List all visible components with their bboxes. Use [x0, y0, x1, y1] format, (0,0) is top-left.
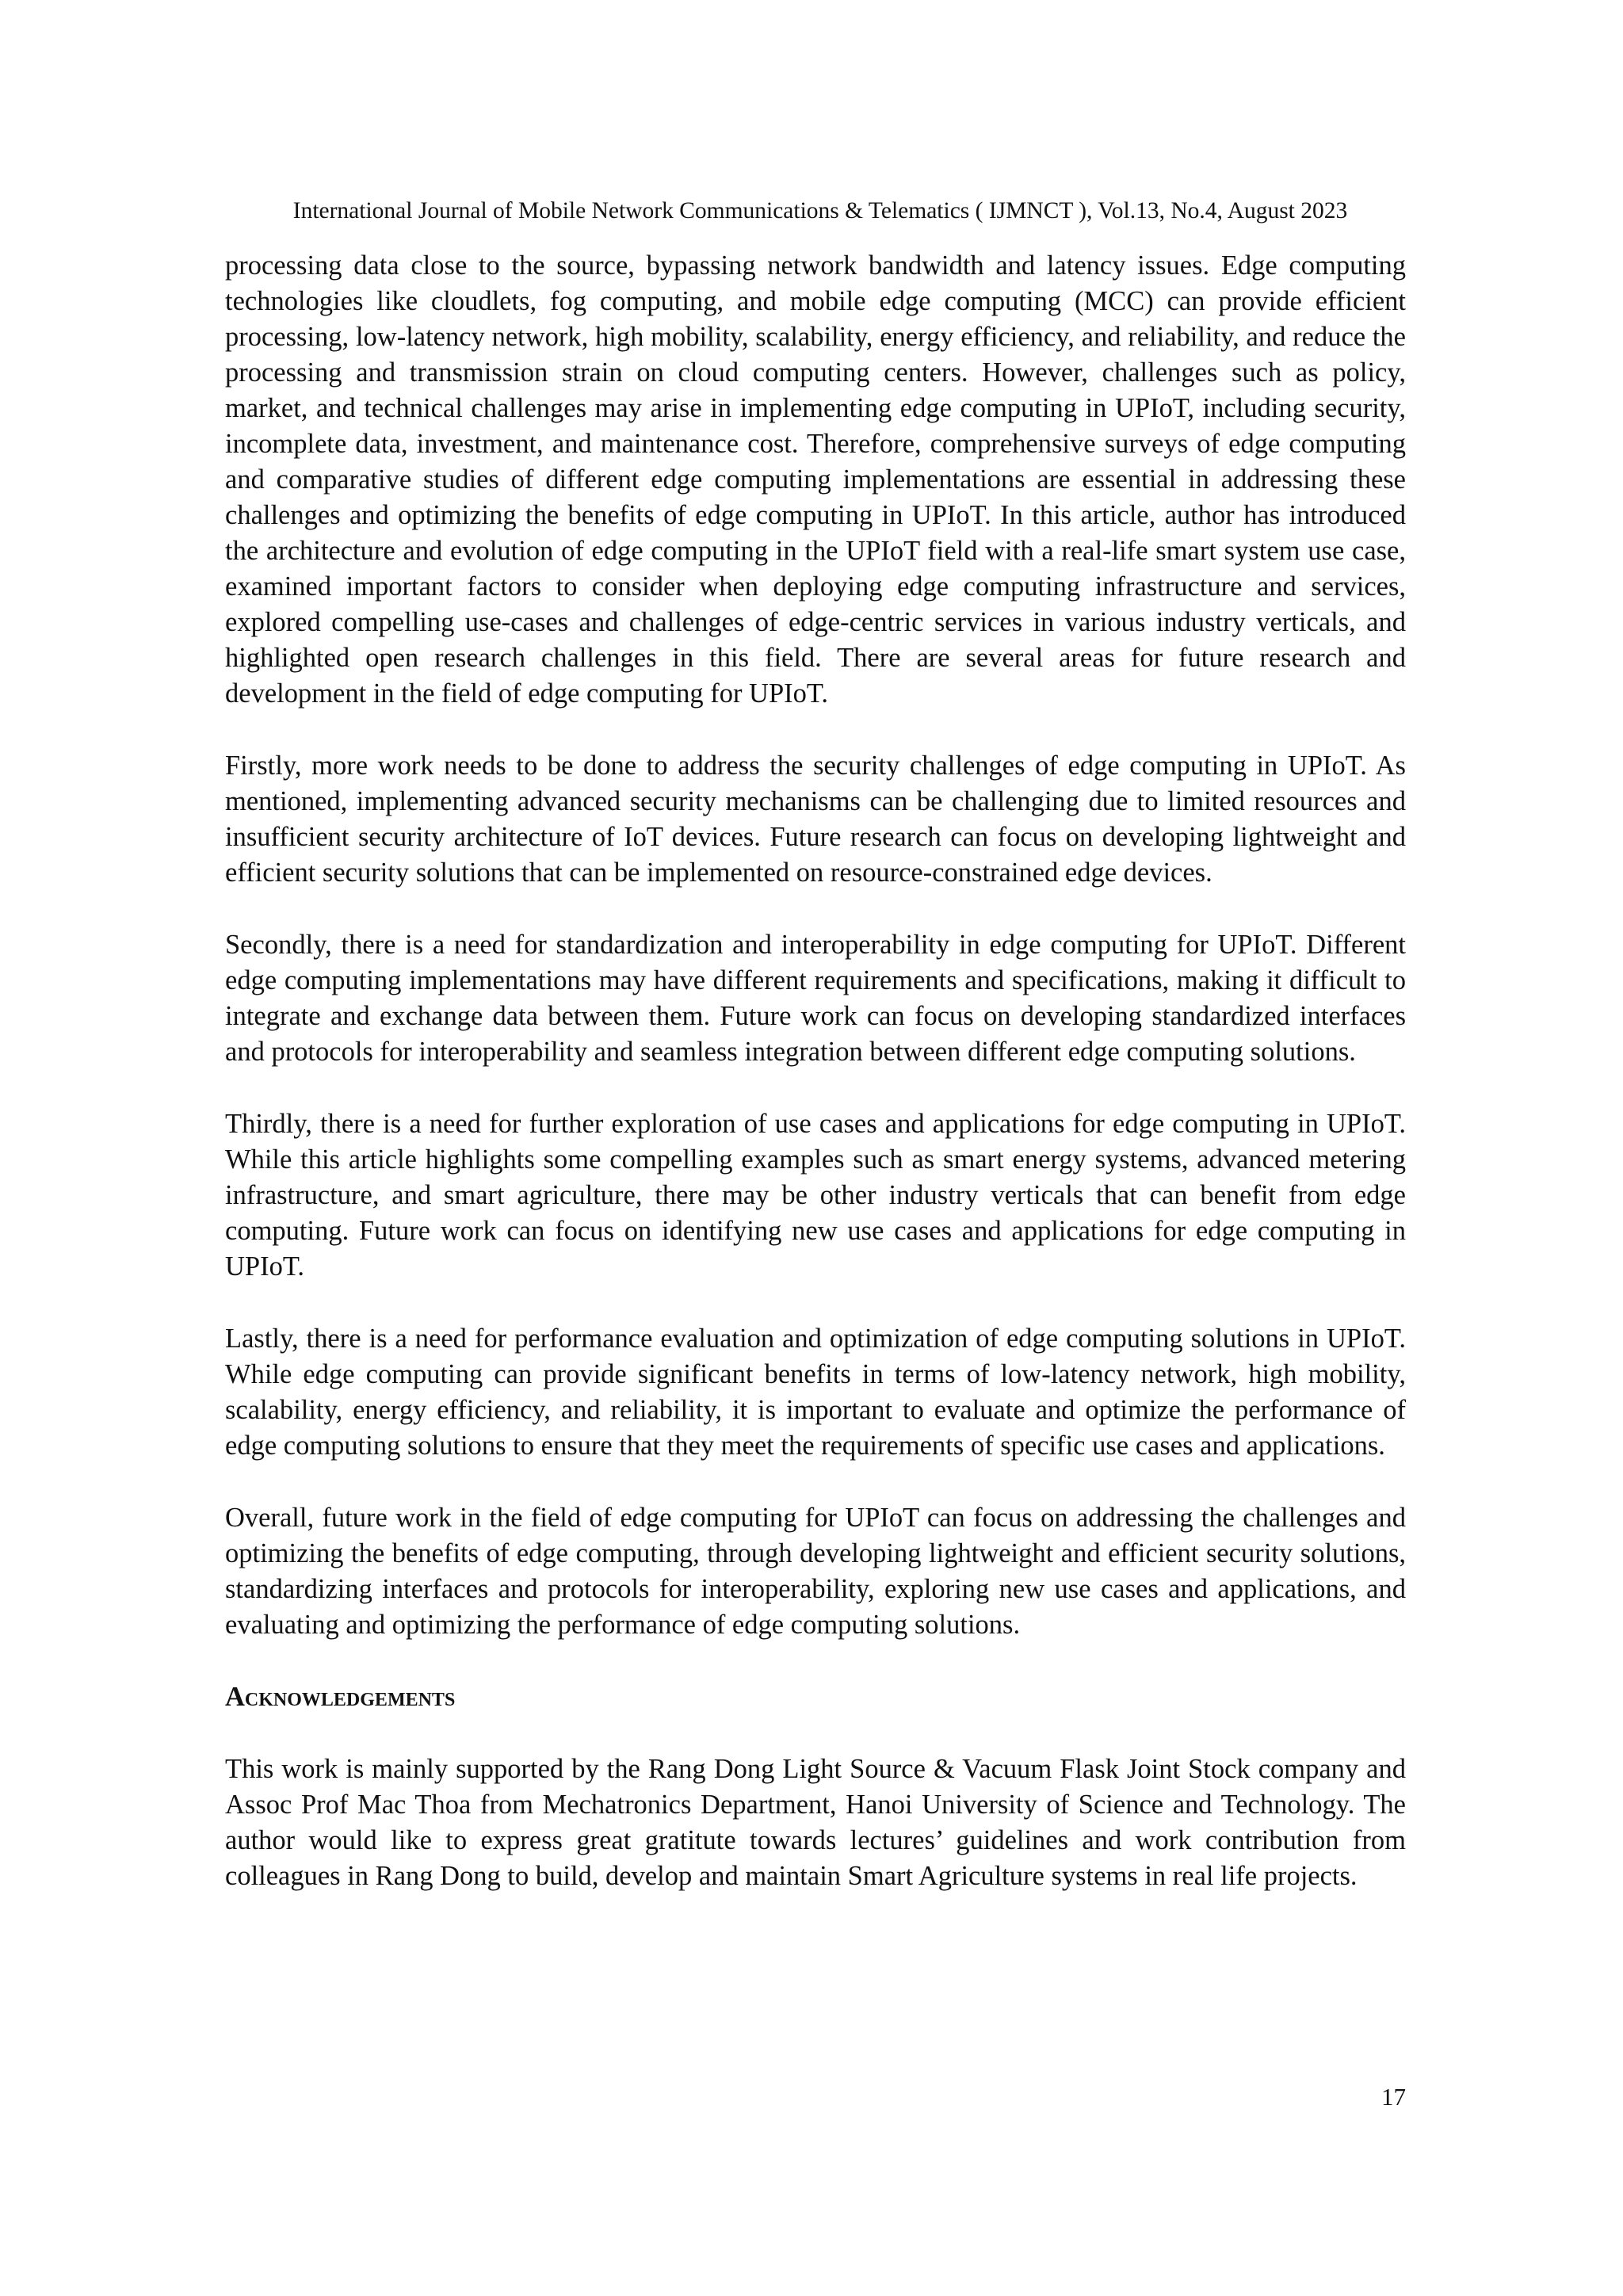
- acknowledgements-text: This work is mainly supported by the Rang Dong Light Source & Vacuum Flask Joint Stock company and Assoc Prof Mac Thoa from Mechatronics Department, Hanoi University of Science and Technology. The author would like to express great gratitute towards lectures’ guidelines and work contribution from colleagues in Rang Dong to build, develop and maintain Smart Agriculture systems in real life projects.: [225, 1754, 1406, 1891]
- paragraph-overall: Overall, future work in the field of edge computing for UPIoT can focus on addressing the challenges and optimizing the benefits of edge computing, through developing lightweight and efficient security solutions, standardizing interfaces and protocols for interoperability, exploring new use cases and applications, and evaluating and optimizing the performance of edge computing solutions.: [225, 1503, 1406, 1640]
- paragraph-security: Firstly, more work needs to be done to address the security challenges of edge computing in UPIoT. As mentioned, implementing advanced security mechanisms can be challenging due to limited resources and insufficient security architecture of IoT devices. Future research can focus on developing lightweight and efficient security solutions that can be implemented on resource-constrained edge devices.: [225, 751, 1406, 888]
- page-number: 17: [1381, 2083, 1406, 2111]
- paragraph-standardization: Secondly, there is a need for standardization and interoperability in edge computing for UPIoT. Different edge computing implementations may have different requirements and specifications, making it difficult to integrate and exchange data between them. Future work can focus on developing standardized interfaces and protocols for interoperability and seamless integration between different edge computing solutions.: [225, 930, 1406, 1067]
- main-body: [225, 248, 1406, 1931]
- running-header: International Journal of Mobile Network Communications & Telematics ( IJMNCT ), Vol.13, No.4, August 2023: [292, 198, 1348, 223]
- acknowledgements-heading: Acknowledgements: [225, 1682, 456, 1712]
- paragraph-performance: Lastly, there is a need for performance evaluation and optimization of edge computing solutions in UPIoT. While edge computing can provide significant benefits in terms of low-latency network, high mobility, scalability, energy efficiency, and reliability, it is important to evaluate and optimize the performance of edge computing solutions to ensure that they meet the requirements of specific use cases and applications.: [225, 1324, 1406, 1461]
- paragraph-use-cases: Thirdly, there is a need for further exploration of use cases and applications for edge computing in UPIoT. While this article highlights some compelling examples such as smart energy systems, advanced metering infrastructure, and smart agriculture, there may be other industry verticals that can benefit from edge computing. Future work can focus on identifying new use cases and applications for edge computing in UPIoT.: [225, 1109, 1406, 1282]
- paragraph-summary: processing data close to the source, bypassing network bandwidth and latency issues. Edge computing technologies like cloudlets, fog computing, and mobile edge computing (MCC) can provide efficient processing, low-latency network, high mobility, scalability, energy efficiency, and reliability, and reduce the processing and transmission strain on cloud computing centers. However, challenges such as policy, market, and technical challenges may arise in implementing edge computing in UPIoT, including security, incomplete data, investment, and maintenance cost. Therefore, comprehensive surveys of edge computing and comparative studies of different edge computing implementations are essential in addressing these challenges and optimizing the benefits of edge computing in UPIoT. In this article, author has introduced the architecture and evolution of edge computing in the UPIoT field with a real-life smart system use case, examined important factors to consider when deploying edge computing infrastructure and services, explored compelling use-cases and challenges of edge-centric services in various industry verticals, and highlighted open research challenges in this field. There are several areas for future research and development in the field of edge computing for UPIoT.: [225, 250, 1406, 709]
